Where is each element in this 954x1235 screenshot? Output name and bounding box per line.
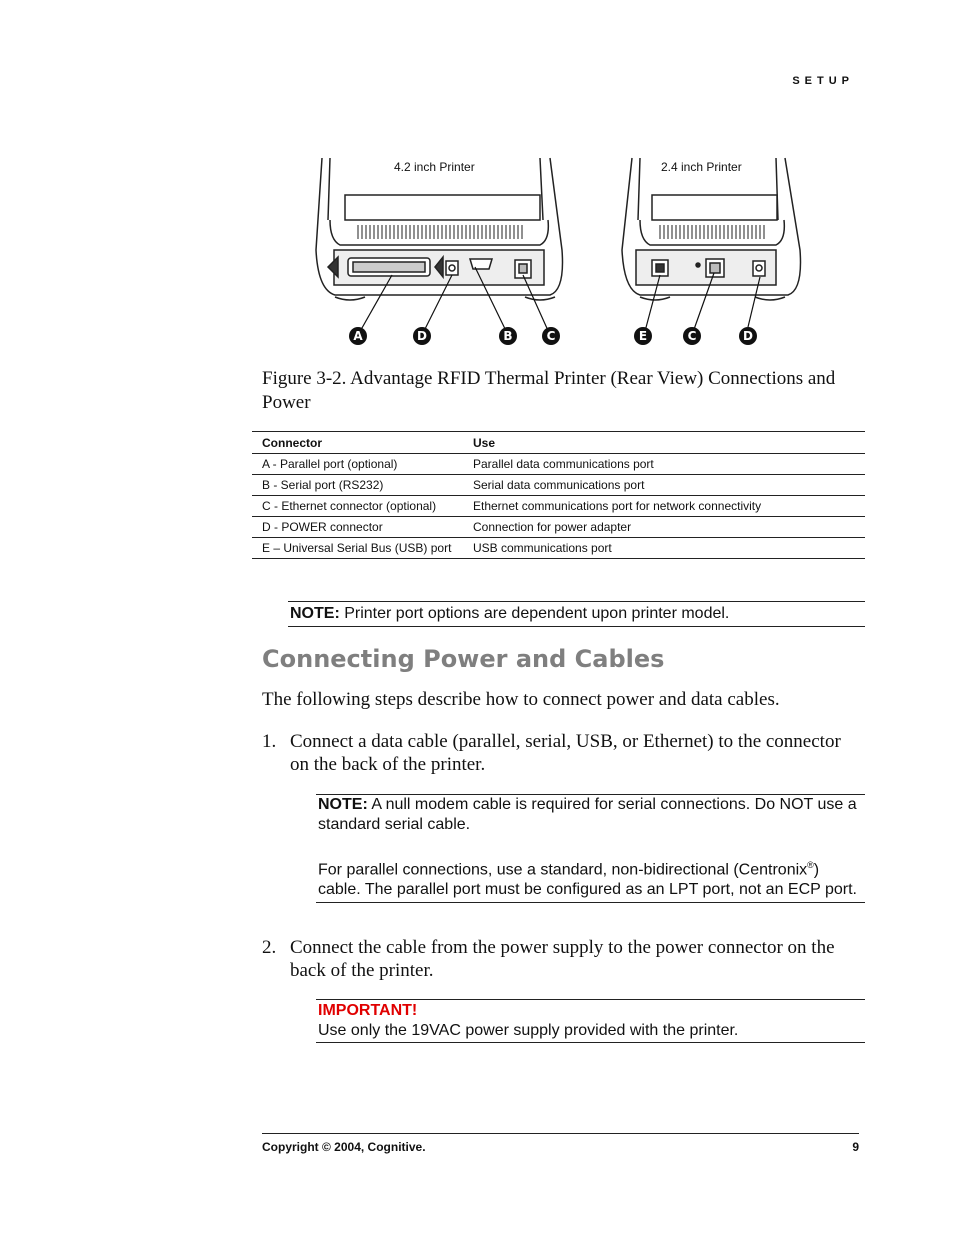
important-text: Use only the 19VAC power supply provided with the printer. [318, 1022, 739, 1039]
important-notice [316, 999, 865, 1043]
registered-mark: ® [807, 860, 814, 870]
printer-4-2-inch-drawing [316, 158, 563, 300]
step-number: 2. [262, 937, 277, 958]
page-footer [262, 1133, 859, 1154]
cell-use: Ethernet communications port for network connectivity [463, 496, 865, 517]
step-text: Connect the cable from the power supply to the power connector on the back of the printer. [290, 937, 835, 981]
cell-use: USB communications port [463, 538, 865, 559]
callout-D-left: D [417, 329, 427, 343]
important-title: IMPORTANT! [318, 1002, 418, 1019]
callout-A-left: A [353, 329, 363, 343]
label-2-4-inch: 2.4 inch Printer [661, 160, 742, 174]
callout-C-right: C [687, 329, 697, 343]
header-connector: Connector [252, 432, 463, 454]
cell-connector: C - Ethernet connector (optional) [252, 496, 463, 517]
cell-connector: D - POWER connector [252, 517, 463, 538]
table-row [252, 538, 865, 559]
cell-use: Connection for power adapter [463, 517, 865, 538]
cell-use: Parallel data communications port [463, 454, 865, 475]
table-row [252, 517, 865, 538]
table-header-row [252, 432, 865, 454]
table-row [252, 454, 865, 475]
copyright: Copyright © 2004, Cognitive. [262, 1140, 426, 1154]
callout-B-left: B [503, 329, 513, 343]
callout-E-right: E [638, 329, 648, 343]
connector-table [252, 431, 865, 559]
note-label: NOTE: [290, 605, 340, 622]
step-number: 1. [262, 731, 277, 752]
running-head: SETUP [792, 75, 854, 87]
cell-connector: E – Universal Serial Bus (USB) port [252, 538, 463, 559]
note-text: A null modem cable is required for serial connections. Do NOT use a standard serial cable. [318, 796, 857, 833]
note-cable-requirements [316, 794, 865, 903]
note-text: Printer port options are dependent upon printer model. [339, 605, 730, 622]
step-1 [262, 730, 842, 776]
note-parallel-text-a: For parallel connections, use a standard, non-bidirectional (Centronix [318, 861, 808, 879]
table-row [252, 475, 865, 496]
page-number: 9 [852, 1140, 859, 1154]
callout-D-right: D [743, 329, 753, 343]
printer-rear-view-figure [300, 140, 820, 350]
step-2 [262, 936, 842, 982]
cell-use: Serial data communications port [463, 475, 865, 496]
cell-connector: B - Serial port (RS232) [252, 475, 463, 496]
callout-C-left: C [546, 329, 556, 343]
cell-connector: A - Parallel port (optional) [252, 454, 463, 475]
note-label: NOTE: [318, 796, 368, 813]
section-title: Connecting Power and Cables [262, 645, 665, 673]
table-row [252, 496, 865, 517]
step-text: Connect a data cable (parallel, serial, USB, or Ethernet) to the connector on the back of the printer. [290, 731, 841, 775]
figure-caption: Figure 3-2. Advantage RFID Thermal Printer (Rear View) Connections and Power [262, 368, 836, 413]
header-use: Use [463, 432, 865, 454]
label-4-2-inch: 4.2 inch Printer [394, 160, 475, 174]
note-parallel-text-b: ) cable. The parallel port must be configured as an LPT port, not an ECP port. [318, 861, 857, 899]
printer-2-4-inch-drawing [622, 158, 801, 300]
note-port-options [288, 601, 865, 627]
intro-paragraph: The following steps describe how to connect power and data cables. [262, 689, 780, 710]
